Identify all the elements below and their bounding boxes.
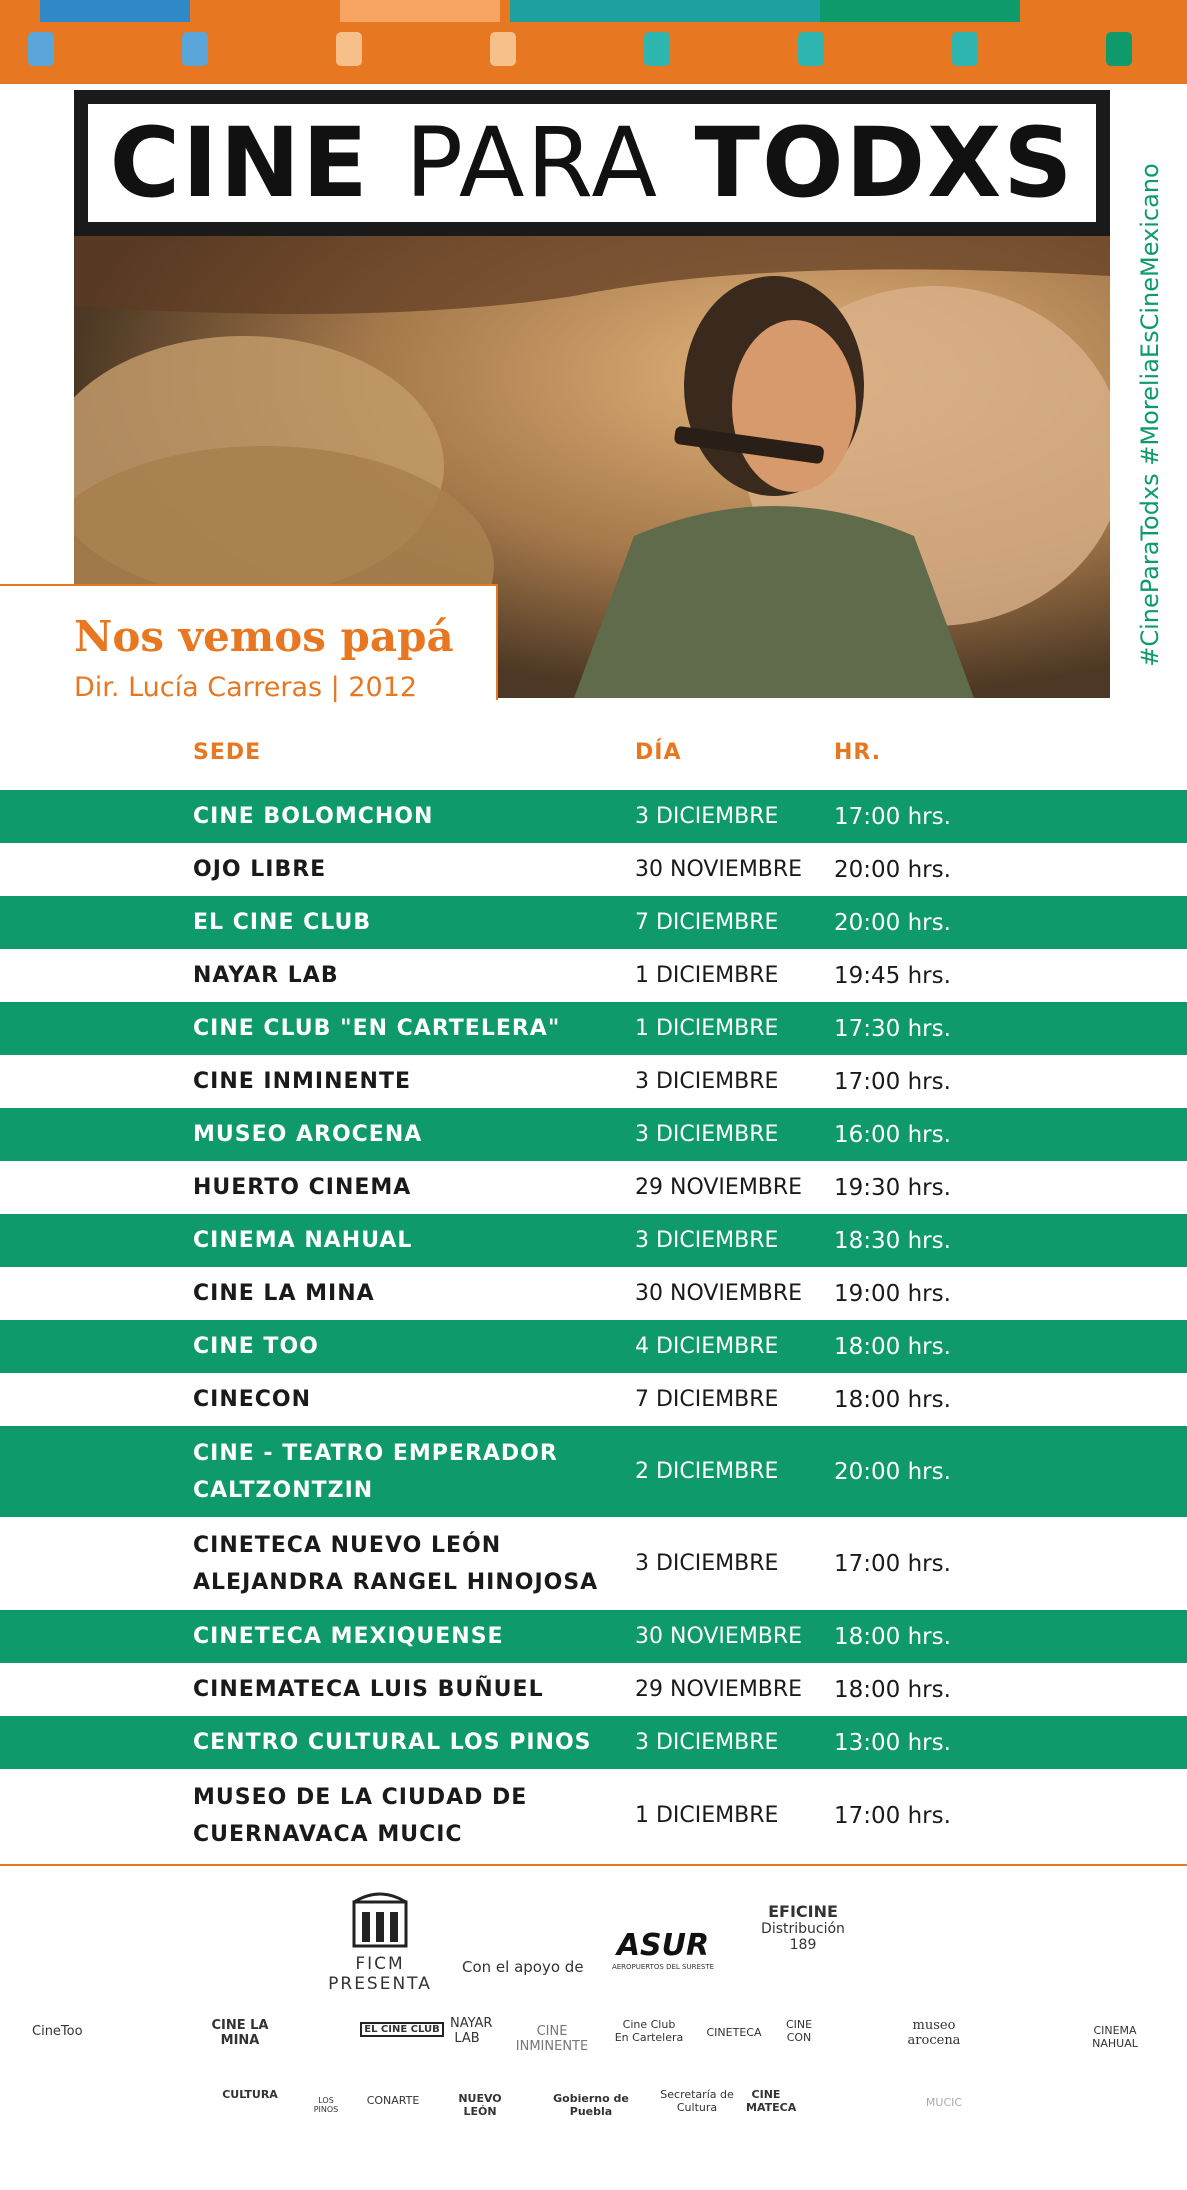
schedule-row [0,1108,1187,1161]
venue-name: CINE - TEATRO EMPERADOR CALTZONTZIN [193,1440,558,1503]
schedule-row [0,896,1187,949]
screening-hour: 20:00 hrs. [834,909,951,936]
ficm-presenta: PRESENTA [328,1974,432,1994]
screening-day: 3 DICIEMBRE [635,1228,779,1253]
header-hour: HR. [834,740,882,765]
screening-hour: 19:00 hrs. [834,1280,951,1307]
venue-name: EL CINE CLUB [193,910,372,935]
schedule-row [0,1716,1187,1769]
screening-day: 3 DICIEMBRE [635,1122,779,1147]
screening-hour: 20:00 hrs. [834,1458,951,1485]
screening-hour: 17:30 hrs. [834,1015,951,1042]
eficine-logo [748,1902,858,1953]
schedule-row [0,790,1187,843]
venue-name: CINETECA MEXIQUENSE [193,1624,504,1649]
logo-cine-club-en-cartelera: Cine Club En Cartelera [614,2018,684,2044]
schedule-row [0,1214,1187,1267]
logo-los-pinos: LOS PINOS [313,2096,339,2114]
logo-cinema-nahual: CINEMA NAHUAL [1092,2024,1138,2050]
screening-hour: 13:00 hrs. [834,1729,951,1756]
screening-day: 3 DICIEMBRE [635,1551,779,1576]
film-strip-header [0,0,1187,88]
asur-sub: AEROPUERTOS DEL SURESTE [611,1963,715,1971]
logo-cinecon: CINE CON [785,2018,813,2044]
schedule-row [0,1769,1187,1862]
screening-hour: 19:45 hrs. [834,962,951,989]
screening-day: 7 DICIEMBRE [635,1387,779,1412]
venue-name: MUSEO DE LA CIUDAD DE CUERNAVACA MUCIC [193,1784,528,1847]
eficine-label: EFICINE [768,1902,838,1921]
logo-cultura: CULTURA [222,2088,278,2101]
screening-hour: 18:00 hrs. [834,1676,951,1703]
eficine-num: 189 [789,1937,817,1953]
header-venue: SEDE [193,740,262,765]
schedule-row [0,1320,1187,1373]
screening-day: 30 NOVIEMBRE [635,857,803,882]
schedule-row [0,1663,1187,1716]
screening-day: 30 NOVIEMBRE [635,1281,803,1306]
logo-nayar-lab: NAYAR LAB [450,2016,493,2046]
schedule-row [0,843,1187,896]
screening-day: 3 DICIEMBRE [635,804,779,829]
venue-name: CINE CLUB "EN CARTELERA" [193,1016,561,1041]
logo-mucic: MUCIC [925,2096,963,2109]
screening-day: 3 DICIEMBRE [635,1730,779,1755]
screening-hour: 18:00 hrs. [834,1623,951,1650]
venue-name: CINE BOLOMCHON [193,804,434,829]
screening-hour: 17:00 hrs. [834,803,951,830]
venue-name: OJO LIBRE [193,857,327,882]
screening-day: 30 NOVIEMBRE [635,1624,803,1649]
venue-name: NAYAR LAB [193,963,339,988]
venue-name: CINETECA NUEVO LEÓN ALEJANDRA RANGEL HINOJOSA [193,1532,599,1595]
venue-name: CINEMATECA LUIS BUÑUEL [193,1677,544,1702]
logo-cine-la-mina: CINE LA MINA [211,2018,269,2048]
logo-nuevo-leon: NUEVO LEÓN [458,2092,502,2118]
hashtags-vertical [1124,163,1176,667]
screening-hour: 17:00 hrs. [834,1802,951,1829]
screening-hour: 16:00 hrs. [834,1121,951,1148]
screening-hour: 18:00 hrs. [834,1333,951,1360]
schedule-row [0,1267,1187,1320]
logo-cinemateca: CINE MATECA [746,2088,797,2114]
screening-hour: 20:00 hrs. [834,856,951,883]
schedule-row [0,1517,1187,1610]
screening-day: 1 DICIEMBRE [635,963,779,988]
screening-day: 1 DICIEMBRE [635,1016,779,1041]
ficm-logo [328,1888,432,1994]
poster-title: CINE PARA TODXS [109,107,1075,219]
screening-hour: 18:00 hrs. [834,1386,951,1413]
screening-day: 29 NOVIEMBRE [635,1677,803,1702]
venue-name: CINE TOO [193,1334,319,1359]
screening-day: 4 DICIEMBRE [635,1334,779,1359]
screening-hour: 18:30 hrs. [834,1227,951,1254]
schedule-row [0,1055,1187,1108]
support-text: Con el apoyo de [462,1958,584,1976]
logo-el-cine-club: EL CINE CLUB [360,2022,444,2037]
screening-hour: 19:30 hrs. [834,1174,951,1201]
screening-day: 1 DICIEMBRE [635,1803,779,1828]
venue-name: MUSEO AROCENA [193,1122,423,1147]
sponsor-logos [0,1866,1187,2190]
screening-day: 2 DICIEMBRE [635,1459,779,1484]
schedule-row [0,1373,1187,1426]
venue-name: CINE INMINENTE [193,1069,411,1094]
screening-day: 29 NOVIEMBRE [635,1175,803,1200]
logo-museo-arocena: museo arocena [907,2018,961,2048]
schedule-row [0,1610,1187,1663]
schedule-row [0,1426,1187,1517]
header-day: DÍA [635,740,682,765]
venue-name: CINECON [193,1387,312,1412]
title-panel [88,104,1096,222]
logo-conarte: CONARTE [366,2094,420,2107]
venue-name: CINE LA MINA [193,1281,375,1306]
film-credit: Dir. Lucía Carreras | 2012 [74,672,418,703]
asur-label: ASUR [616,1928,710,1963]
ficm-building-icon [350,1888,410,1950]
logo-secretaria-cultura: Secretaría de Cultura [660,2088,734,2114]
schedule-header [0,740,1187,780]
schedule-row [0,949,1187,1002]
logo-cineteca: CINETECA [706,2026,762,2039]
logo-cinetoo: CineToo [32,2024,83,2039]
asur-logo [608,1928,718,1971]
schedule-row [0,1002,1187,1055]
logo-cine-inminente: CINE INMINENTE [515,2024,589,2054]
ficm-label: FICM [355,1954,405,1974]
eficine-sub: Distribución [761,1921,845,1937]
venue-name: CINEMA NAHUAL [193,1228,413,1253]
screening-hour: 17:00 hrs. [834,1068,951,1095]
screening-hour: 17:00 hrs. [834,1550,951,1577]
logo-gobierno-puebla: Gobierno de Puebla [553,2092,629,2118]
venue-name: HUERTO CINEMA [193,1175,412,1200]
venue-name: CENTRO CULTURAL LOS PINOS [193,1730,592,1755]
hashtags-text: #CineParaTodxs #MoreliaEsCineMexicano [1136,163,1164,667]
screening-day: 7 DICIEMBRE [635,910,779,935]
film-title: Nos vemos papá [74,612,454,661]
schedule-row [0,1161,1187,1214]
screening-day: 3 DICIEMBRE [635,1069,779,1094]
